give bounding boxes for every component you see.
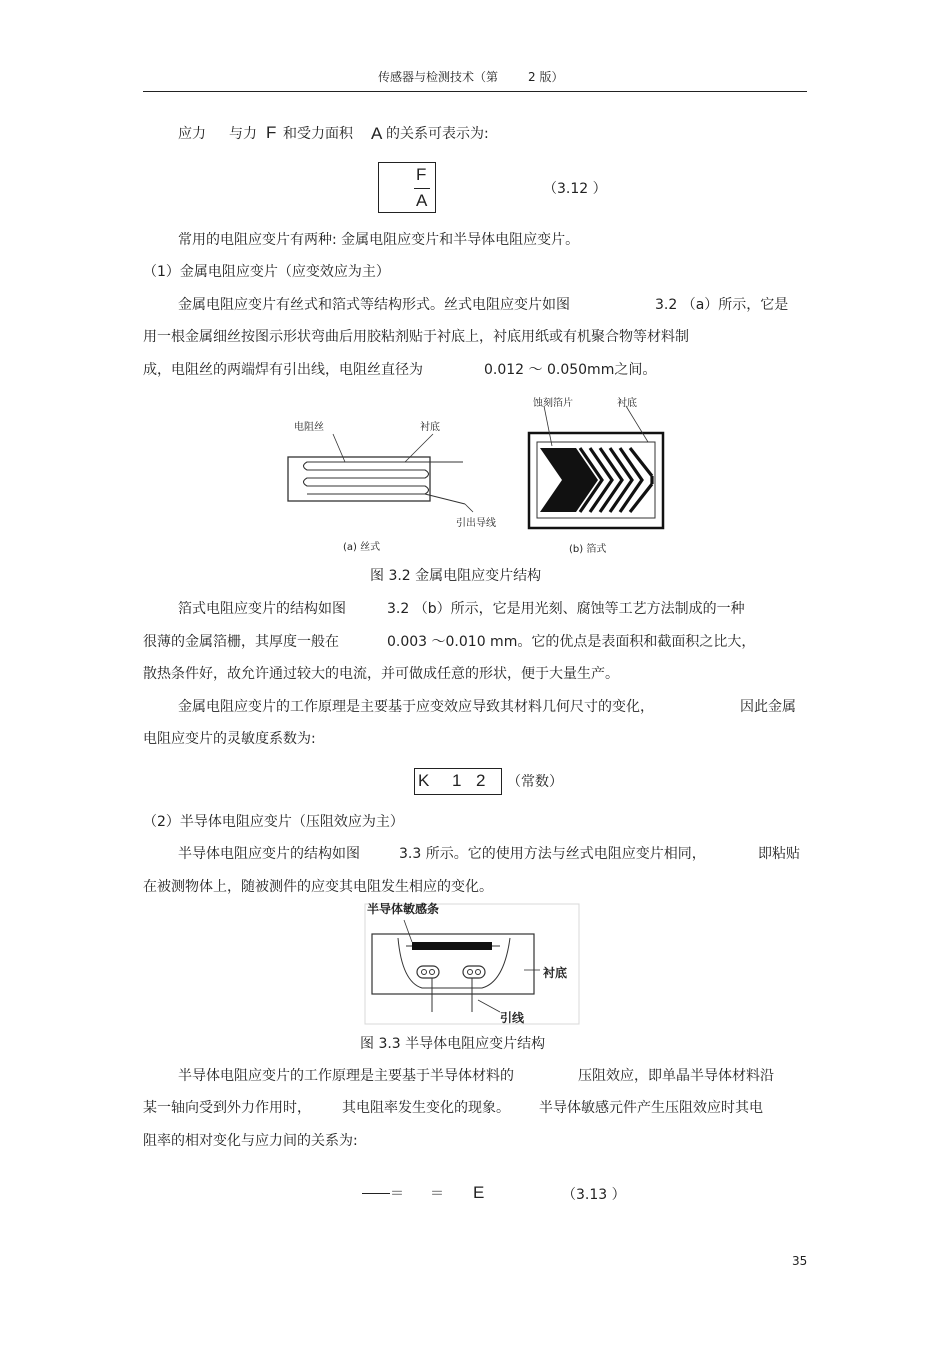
header-title: 传感器与检测技术（第	[378, 70, 499, 84]
p1-area: 和受力面积	[283, 126, 353, 142]
label-etched-foil: 蚀刻箔片	[533, 398, 573, 409]
p7-line1b: 压阻效应，即单晶半导体材料沿	[578, 1068, 774, 1084]
p3-line3a: 成，电阻丝的两端焊有引出线，电阻丝直径为	[143, 362, 423, 378]
equation-3-13-equals-1: ＝	[390, 1186, 404, 1202]
heading-semiconductor-strain-gauge: （2）半导体电阻应变片（压阻效应为主）	[143, 814, 404, 830]
label-lead: 引线	[500, 1011, 525, 1025]
label-substrate-a: 衬底	[420, 422, 440, 433]
label-semiconductor-strip: 半导体敏感条	[367, 902, 440, 916]
p5-line1b: 因此金属	[740, 699, 796, 715]
p4-line1a: 箔式电阻应变片的结构如图	[178, 601, 346, 617]
header-rule	[143, 91, 807, 92]
equation-3-12-label: （3.12 ）	[543, 181, 607, 197]
gauge-factor-K: K	[418, 771, 430, 790]
p7-line2c: 半导体敏感元件产生压阻效应时其电	[539, 1100, 763, 1116]
p7-line2b: 其电阻率发生变化的现象。	[342, 1100, 510, 1116]
label-foil-type: (b) 箔式	[569, 544, 607, 555]
p6-line2: 在被测物体上，随被测件的应变其电阻发生相应的变化。	[143, 879, 493, 895]
p3-line1b: 3.2 （a）所示，它是	[655, 297, 789, 313]
p1-relation: 的关系可表示为:	[386, 126, 489, 142]
gauge-factor-note: （常数）	[507, 774, 563, 790]
p6-line1a: 半导体电阻应变片的结构如图	[178, 846, 360, 862]
equation-3-13-label: （3.13 ）	[562, 1187, 626, 1203]
p4-line1b: 3.2 （b）所示，它是用光刻、腐蚀等工艺方法制成的一种	[387, 601, 745, 617]
label-lead-wire: 引出导线	[456, 518, 496, 529]
p1-stress: 应力	[178, 126, 206, 142]
p4-line3: 散热条件好，故允许通过较大的电流，并可做成任意的形状，便于大量生产。	[143, 666, 619, 682]
equation-3-12-numerator: F	[416, 165, 427, 184]
p3-line1a: 金属电阻应变片有丝式和箔式等结构形式。丝式电阻应变片如图	[178, 297, 570, 313]
p4-line2a: 很薄的金属箔栅，其厚度一般在	[143, 634, 339, 650]
p4-line2b: 0.003 ～0.010 mm。它的优点是表面积和截面积之比大，	[387, 634, 756, 650]
p5-line1a: 金属电阻应变片的工作原理是主要基于应变效应导致其材料几何尺寸的变化，	[178, 699, 654, 715]
wire-strain-gauge-diagram	[285, 440, 485, 520]
p3-line2: 用一根金属细丝按图示形状弯曲后用胶粘剂贴于衬底上，衬底用纸或有机聚合物等材料制	[143, 329, 689, 345]
equation-3-12-denominator: A	[416, 191, 428, 210]
gauge-factor-one: 1	[452, 771, 462, 790]
label-substrate-b: 衬底	[617, 398, 637, 409]
label-substrate-c: 衬底	[543, 966, 568, 980]
p5-line2: 电阻应变片的灵敏度系数为:	[143, 731, 316, 747]
p7-line2a: 某一轴向受到外力作用时，	[143, 1100, 311, 1116]
p1-force: 与力	[229, 126, 257, 142]
p7-line3: 阻率的相对变化与应力间的关系为:	[143, 1133, 358, 1149]
label-resistance-wire: 电阻丝	[294, 422, 324, 433]
equation-3-13-E: E	[473, 1183, 485, 1202]
equation-3-13-equals-2: ＝	[430, 1186, 444, 1202]
header-edition: 2 版）	[528, 70, 564, 84]
figure-3-2-caption: 图 3.2 金属电阻应变片结构	[370, 568, 542, 584]
p2-text: 常用的电阻应变片有两种: 金属电阻应变片和半导体电阻应变片。	[178, 232, 580, 248]
gauge-factor-two: 2	[476, 771, 486, 790]
label-wire-type: (a) 丝式	[343, 542, 381, 553]
fraction-bar	[414, 188, 430, 189]
page-number: 35	[792, 1254, 808, 1268]
heading-metal-strain-gauge: （1）金属电阻应变片（应变效应为主）	[143, 264, 390, 280]
p7-line1a: 半导体电阻应变片的工作原理是主要基于半导体材料的	[178, 1068, 514, 1084]
equation-3-13-fraction-bar	[362, 1193, 390, 1194]
p1-symbol-F: F	[266, 123, 277, 142]
p3-line3b: 0.012 ～ 0.050mm之间。	[484, 362, 657, 378]
p6-line1b: 3.3 所示。它的使用方法与丝式电阻应变片相同，	[399, 846, 706, 862]
p1-symbol-A: A	[371, 124, 383, 143]
figure-3-3-caption: 图 3.3 半导体电阻应变片结构	[360, 1036, 546, 1052]
foil-strain-gauge-diagram	[528, 432, 668, 532]
p6-line1c: 即粘贴	[758, 846, 800, 862]
